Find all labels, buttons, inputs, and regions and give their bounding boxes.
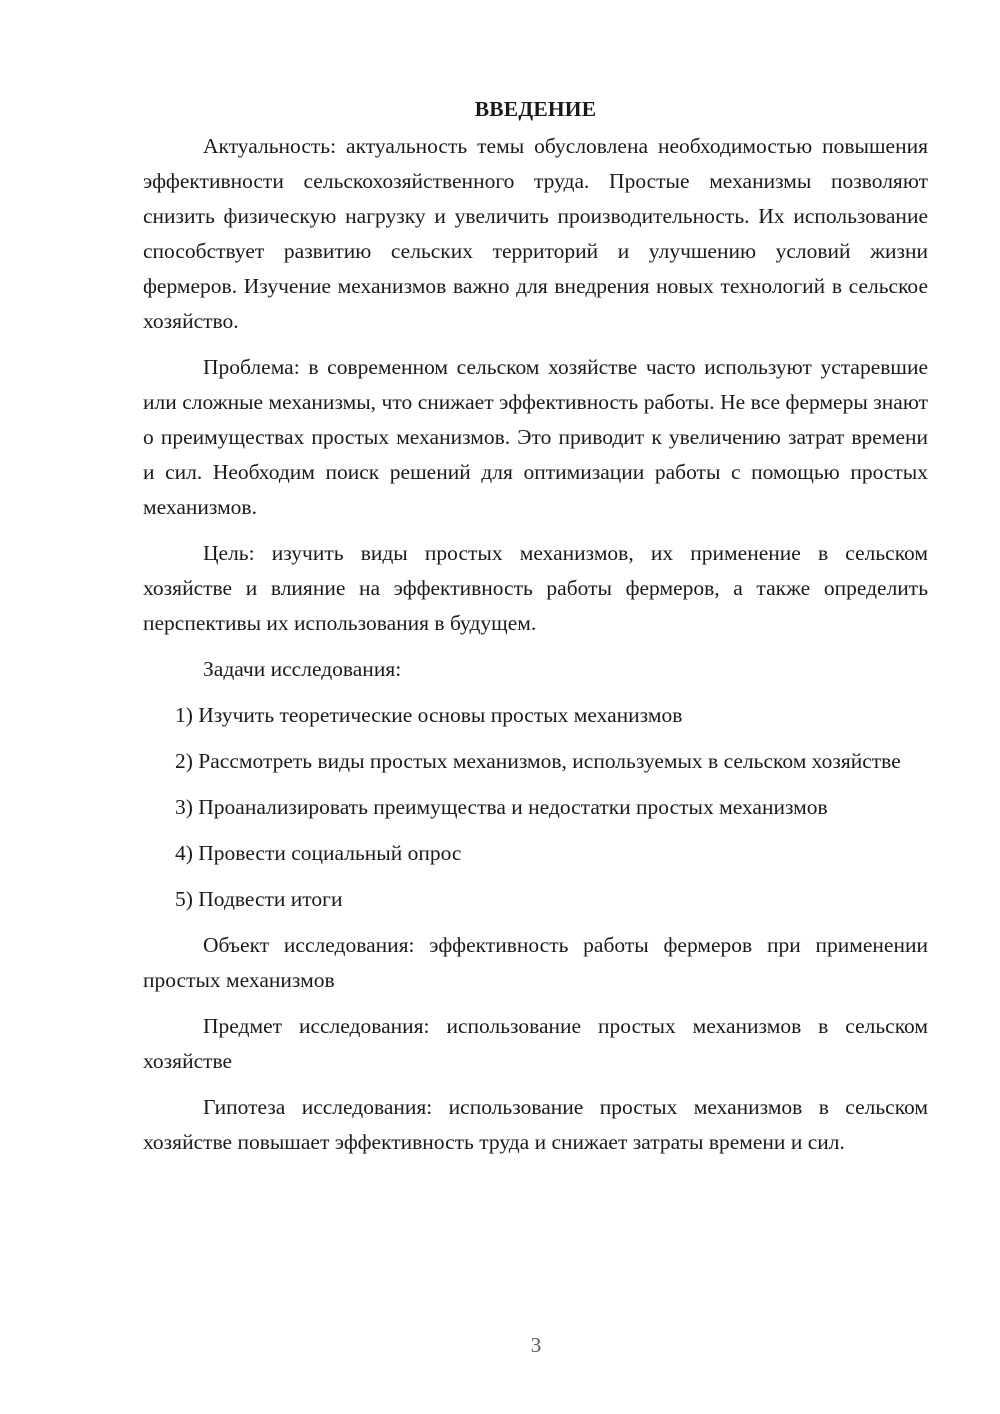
tasks-heading: Задачи исследования: [203, 657, 402, 681]
relevance-paragraph: Актуальность: актуальность темы обусловлена необходимостью повышения эффективности сельскохозяйственного труда. Простые механизмы позволяют снизить физическую нагрузку и увеличить производительность. Их использование способствует развитию сельских территорий и улучшению условий жизни фермеров. Изучение механизмов важно для внедрения новых технологий в сельское хозяйство. [143, 134, 928, 333]
page-number: 3 [530, 1333, 542, 1357]
page-title: ВВЕДЕНИЕ [474, 97, 597, 121]
hypothesis-paragraph: Гипотеза исследования: использование простых механизмов в сельском хозяйстве повышает эффективность труда и снижает затраты времени и сил. [143, 1095, 928, 1154]
task-item: 4) Провести социальный опрос [175, 841, 462, 865]
task-item: 3) Проанализировать преимущества и недостатки простых механизмов [175, 795, 828, 819]
task-item: 1) Изучить теоретические основы простых механизмов [175, 703, 683, 727]
problem-paragraph: Проблема: в современном сельском хозяйстве часто используют устаревшие или сложные механизмы, что снижает эффективность работы. Не все фермеры знают о преимуществах простых механизмов. Это приводит к увеличению затрат времени и сил. Необходим поиск решений для оптимизации работы с помощью простых механизмов. [143, 355, 928, 519]
object-paragraph: Объект исследования: эффективность работы фермеров при применении простых механизмов [143, 933, 928, 992]
document-page [143, 92, 928, 1171]
task-item: 2) Рассмотреть виды простых механизмов, используемых в сельском хозяйстве [175, 749, 901, 773]
task-item: 5) Подвести итоги [175, 887, 343, 911]
goal-paragraph: Цель: изучить виды простых механизмов, их применение в сельском хозяйстве и влияние на эффективность работы фермеров, а также определить перспективы их использования в будущем. [143, 541, 928, 635]
subject-paragraph: Предмет исследования: использование простых механизмов в сельском хозяйстве [143, 1014, 928, 1073]
